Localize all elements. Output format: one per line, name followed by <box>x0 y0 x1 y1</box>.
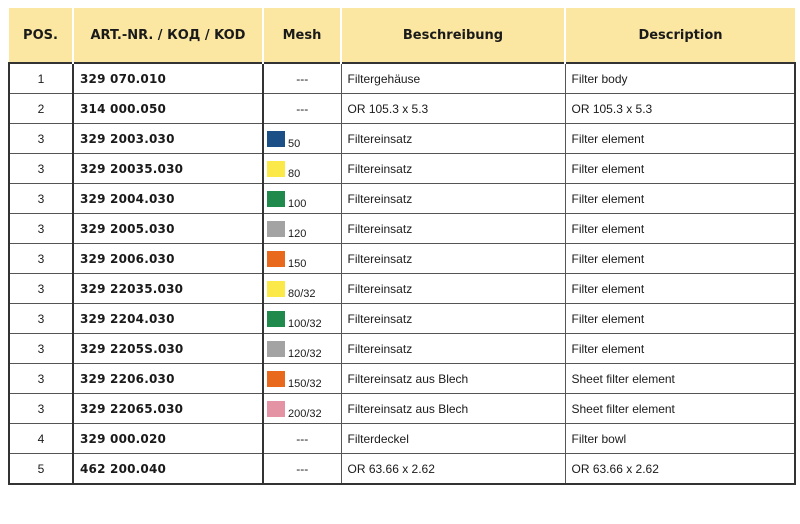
table-row <box>9 394 795 424</box>
art-nr-cell: 329 20035.030 <box>73 154 263 184</box>
pos-cell: 2 <box>9 94 73 124</box>
header-pos: POS. <box>9 8 73 63</box>
pos-cell: 4 <box>9 424 73 454</box>
mesh-value: 150/32 <box>288 377 322 390</box>
mesh-value: 100/32 <box>288 317 322 330</box>
art-nr-cell: 329 2205S.030 <box>73 334 263 364</box>
art-nr-cell: 314 000.050 <box>73 94 263 124</box>
mesh-cell: --- <box>263 454 341 485</box>
mesh-indicator <box>267 251 341 270</box>
mesh-cell <box>263 394 341 424</box>
mesh-value: 120 <box>288 227 307 240</box>
pos-cell: 3 <box>9 394 73 424</box>
beschreibung-cell: Filtereinsatz <box>341 304 565 334</box>
mesh-value: 80/32 <box>288 287 316 300</box>
pos-cell: 3 <box>9 334 73 364</box>
header-art-nr: ART.-NR. / КОД / KOD <box>73 8 263 63</box>
mesh-indicator <box>267 221 341 240</box>
table-row <box>9 364 795 394</box>
beschreibung-cell: Filtereinsatz aus Blech <box>341 364 565 394</box>
description-cell: Filter element <box>565 214 795 244</box>
beschreibung-cell: Filtergehäuse <box>341 63 565 94</box>
description-cell: Filter element <box>565 124 795 154</box>
table-row <box>9 424 795 454</box>
pos-cell: 3 <box>9 304 73 334</box>
pos-cell: 3 <box>9 274 73 304</box>
description-cell: Filter bowl <box>565 424 795 454</box>
description-cell: Filter element <box>565 184 795 214</box>
beschreibung-cell: Filtereinsatz <box>341 334 565 364</box>
mesh-indicator <box>267 401 341 420</box>
mesh-color-swatch <box>267 281 285 297</box>
mesh-color-swatch <box>267 161 285 177</box>
art-nr-cell: 329 22035.030 <box>73 274 263 304</box>
mesh-cell <box>263 184 341 214</box>
mesh-indicator <box>267 161 341 180</box>
pos-cell: 3 <box>9 214 73 244</box>
description-cell: Filter element <box>565 274 795 304</box>
mesh-cell <box>263 214 341 244</box>
beschreibung-cell: Filtereinsatz <box>341 184 565 214</box>
table-row <box>9 454 795 485</box>
art-nr-cell: 329 22065.030 <box>73 394 263 424</box>
table-body <box>9 63 795 484</box>
mesh-color-swatch <box>267 191 285 207</box>
mesh-value: 150 <box>288 257 307 270</box>
description-cell: Sheet filter element <box>565 364 795 394</box>
description-cell: Filter element <box>565 154 795 184</box>
header-row <box>9 8 795 63</box>
beschreibung-cell: Filtereinsatz <box>341 124 565 154</box>
table-row <box>9 184 795 214</box>
mesh-value: 50 <box>288 137 301 150</box>
table-row <box>9 334 795 364</box>
mesh-value: 120/32 <box>288 347 322 360</box>
beschreibung-cell: Filtereinsatz aus Blech <box>341 394 565 424</box>
beschreibung-cell: Filtereinsatz <box>341 214 565 244</box>
art-nr-cell: 462 200.040 <box>73 454 263 485</box>
pos-cell: 3 <box>9 364 73 394</box>
art-nr-cell: 329 2206.030 <box>73 364 263 394</box>
beschreibung-cell: OR 63.66 x 2.62 <box>341 454 565 485</box>
mesh-color-swatch <box>267 251 285 267</box>
table-row <box>9 63 795 94</box>
pos-cell: 3 <box>9 184 73 214</box>
description-cell: OR 105.3 x 5.3 <box>565 94 795 124</box>
description-cell: Filter element <box>565 304 795 334</box>
mesh-cell <box>263 334 341 364</box>
mesh-color-swatch <box>267 341 285 357</box>
art-nr-cell: 329 2005.030 <box>73 214 263 244</box>
mesh-cell <box>263 364 341 394</box>
mesh-indicator <box>267 131 341 150</box>
description-cell: Filter body <box>565 63 795 94</box>
table-row <box>9 154 795 184</box>
beschreibung-cell: Filtereinsatz <box>341 274 565 304</box>
art-nr-cell: 329 2204.030 <box>73 304 263 334</box>
table-row <box>9 94 795 124</box>
mesh-color-swatch <box>267 311 285 327</box>
art-nr-cell: 329 2006.030 <box>73 244 263 274</box>
description-cell: OR 63.66 x 2.62 <box>565 454 795 485</box>
pos-cell: 5 <box>9 454 73 485</box>
mesh-value: 80 <box>288 167 301 180</box>
mesh-indicator <box>267 311 341 330</box>
mesh-cell: --- <box>263 424 341 454</box>
mesh-cell <box>263 154 341 184</box>
pos-cell: 1 <box>9 63 73 94</box>
mesh-color-swatch <box>267 371 285 387</box>
art-nr-cell: 329 2003.030 <box>73 124 263 154</box>
mesh-cell <box>263 304 341 334</box>
description-cell: Filter element <box>565 334 795 364</box>
pos-cell: 3 <box>9 124 73 154</box>
mesh-value: 100 <box>288 197 307 210</box>
mesh-indicator <box>267 341 341 360</box>
header-mesh: Mesh <box>263 8 341 63</box>
description-cell: Filter element <box>565 244 795 274</box>
description-cell: Sheet filter element <box>565 394 795 424</box>
header-beschreibung: Beschreibung <box>341 8 565 63</box>
mesh-cell <box>263 124 341 154</box>
beschreibung-cell: Filtereinsatz <box>341 244 565 274</box>
art-nr-cell: 329 000.020 <box>73 424 263 454</box>
mesh-color-swatch <box>267 221 285 237</box>
mesh-cell <box>263 244 341 274</box>
art-nr-cell: 329 070.010 <box>73 63 263 94</box>
parts-table <box>8 8 796 485</box>
mesh-indicator <box>267 281 341 300</box>
mesh-cell <box>263 274 341 304</box>
mesh-indicator <box>267 371 341 390</box>
pos-cell: 3 <box>9 244 73 274</box>
mesh-cell: --- <box>263 94 341 124</box>
table-row <box>9 214 795 244</box>
header-description: Description <box>565 8 795 63</box>
beschreibung-cell: Filterdeckel <box>341 424 565 454</box>
table-row <box>9 304 795 334</box>
beschreibung-cell: Filtereinsatz <box>341 154 565 184</box>
mesh-color-swatch <box>267 401 285 417</box>
table-row <box>9 274 795 304</box>
art-nr-cell: 329 2004.030 <box>73 184 263 214</box>
beschreibung-cell: OR 105.3 x 5.3 <box>341 94 565 124</box>
table-row <box>9 124 795 154</box>
mesh-value: 200/32 <box>288 407 322 420</box>
mesh-indicator <box>267 191 341 210</box>
pos-cell: 3 <box>9 154 73 184</box>
table-row <box>9 244 795 274</box>
mesh-cell: --- <box>263 63 341 94</box>
mesh-color-swatch <box>267 131 285 147</box>
